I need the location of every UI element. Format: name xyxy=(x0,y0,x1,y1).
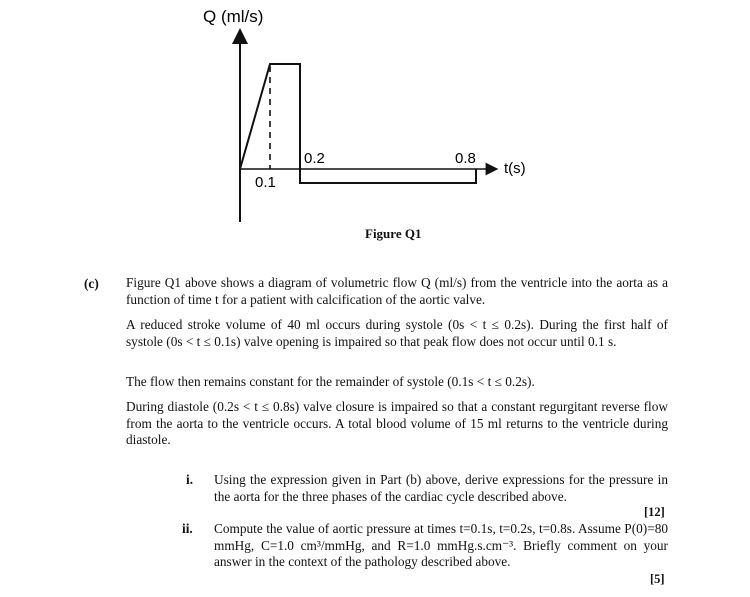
flow-trace xyxy=(240,64,476,183)
part-label: (c) xyxy=(84,276,99,291)
figure-caption: Figure Q1 xyxy=(365,226,422,241)
marks-i: [12] xyxy=(644,505,665,519)
subquestion-label-i: i. xyxy=(186,472,194,487)
paragraph-3: The flow then remains constant for the remainder of systole (0.1s < t ≤ 0.2s). xyxy=(126,374,535,389)
paragraph-1: Figure Q1 above shows a diagram of volumetric flow Q (ml/s) from the ventricle into the aorta as a function of time t for a patient with calcification of the aortic valve. xyxy=(126,275,668,307)
tick-label-0.1: 0.1 xyxy=(255,174,276,191)
tick-label-0.8: 0.8 xyxy=(455,150,476,167)
subquestion-label-ii: ii. xyxy=(182,521,193,536)
subquestion-text-i: Using the expression given in Part (b) above, derive expressions for the pressure in the aorta for the three phases of the cardiac cycle described above. xyxy=(214,472,668,504)
paragraph-2: A reduced stroke volume of 40 ml occurs during systole (0s < t ≤ 0.2s). During the first half of systole (0s < t ≤ 0.1s) valve opening is impaired so that peak flow does not occur until 0.1 s. xyxy=(126,317,668,349)
y-axis-label: Q (ml/s) xyxy=(203,7,264,26)
x-axis-label: t(s) xyxy=(504,160,526,177)
tick-label-0.2: 0.2 xyxy=(304,150,325,167)
subquestion-text-ii: Compute the value of aortic pressure at times t=0.1s, t=0.2s, t=0.8s. Assume P(0)=80 mmHg, C=1.0 cm³/mmHg, and R=1.0 mmHg.s.cm⁻³. Briefly comment on your answer in the context of the pathology described above. xyxy=(214,521,668,569)
paragraph-4: During diastole (0.2s < t ≤ 0.8s) valve closure is impaired so that a constant regurgitant reverse flow from the aorta to the ventricle occurs. A total blood volume of 15 ml returns to the ventricle during diastole. xyxy=(126,399,668,447)
marks-ii: [5] xyxy=(650,572,665,586)
flow-chart xyxy=(0,0,750,260)
